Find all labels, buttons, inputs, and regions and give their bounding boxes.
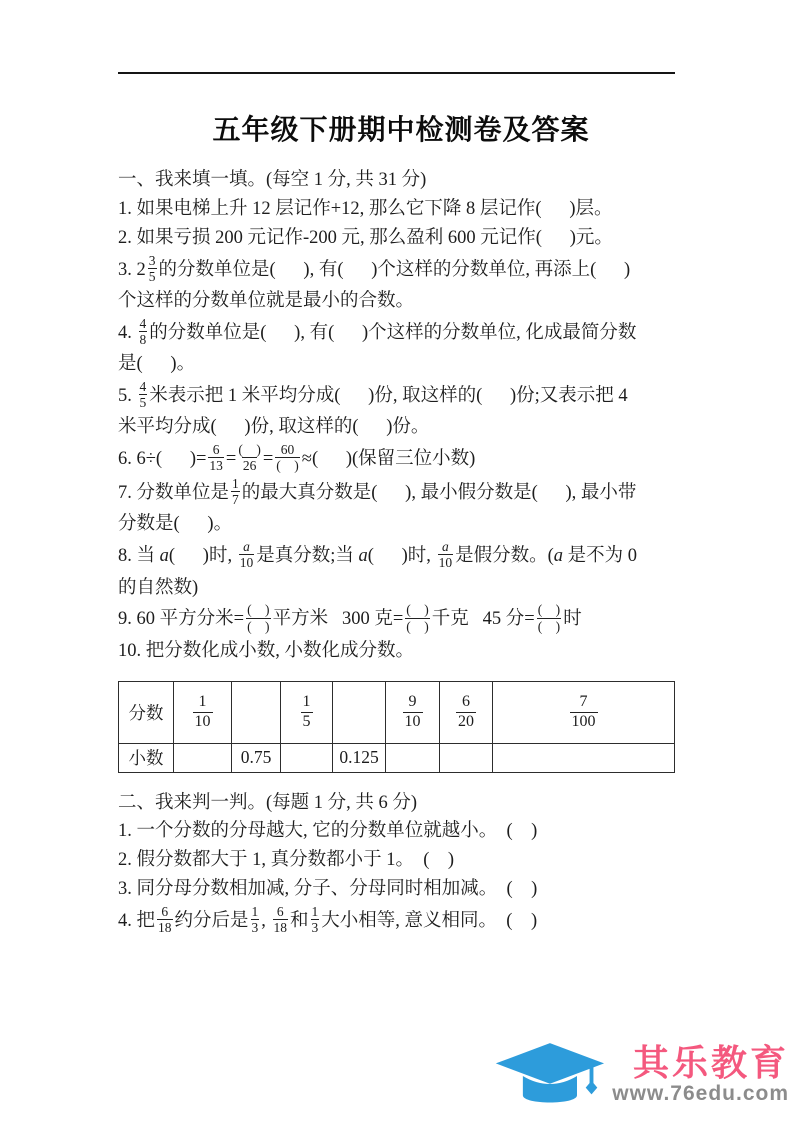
- fill-blank-q6: 6. 6÷( )= $\frac{6}{13}$ = $\frac{( )}{26}$ = $\frac{60}{( )}$ ≈( )(保留三位小数): [118, 442, 476, 474]
- fraction: $\frac{( )}{( )}$: [406, 602, 429, 634]
- table-cell: [281, 681, 333, 743]
- table-cell: [386, 743, 440, 772]
- fill-blank-q2: 2. 如果亏损 200 元记作-200 元, 那么盈利 600 元记作( )元。: [118, 227, 613, 248]
- brand-watermark: [490, 1034, 789, 1116]
- fill-blank-q5: 5. $\frac{4}{5}$ 米表示把 1 米平均分成( )份, 取这样的( )份;又表示把 4: [118, 378, 628, 410]
- fill-blank-q1: 1. 如果电梯上升 12 层记作+12, 那么它下降 8 层记作( )层。: [118, 198, 613, 219]
- fraction: $\frac{1}{3}$: [251, 904, 259, 936]
- fill-blank-q10: 10. 把分数化成小数, 小数化成分数。: [118, 640, 415, 661]
- table-cell: 分数: [119, 681, 174, 743]
- fraction: $\frac{( )}{( )}$: [537, 602, 561, 634]
- table-cell: [174, 743, 232, 772]
- top-rule: [118, 72, 675, 74]
- fraction: $\frac{a}{10}$: [239, 539, 254, 571]
- table-cell: 0.75: [232, 743, 281, 772]
- table-cell: [281, 743, 333, 772]
- fill-blank-q4-cont: 是( )。: [118, 354, 196, 374]
- fraction: $\frac{( )}{26}$: [238, 442, 261, 474]
- brand-name: 其乐教育: [632, 1042, 789, 1084]
- table-cell: [440, 743, 493, 772]
- table-cell: [232, 681, 281, 743]
- table-cell: [440, 681, 493, 743]
- fraction: $\frac{6}{18}$: [158, 904, 172, 936]
- fraction: $\frac{4}{8}$: [139, 315, 147, 347]
- graduation-cap-icon: [490, 1034, 606, 1116]
- judge-q2: 2. 假分数都大于 1, 真分数都小于 1。 ( ): [118, 850, 455, 871]
- fraction: $\frac{6}{18}$: [273, 904, 288, 936]
- fill-blank-q5-cont: 米平均分成( )份, 取这样的( )份。: [118, 417, 430, 438]
- fraction-row: [119, 681, 675, 743]
- fill-blank-q4: 4. $\frac{4}{8}$ 的分数单位是( ), 有( )个这样的分数单位, 化成最简分数: [118, 315, 637, 347]
- fraction: $\frac{1}{3}$: [311, 904, 319, 936]
- fill-blank-q3: 3. 2 $\frac{3}{5}$ 的分数单位是( ), 有( )个这样的分数单位, 再添上( ): [118, 252, 631, 284]
- fraction: $\frac{( )}{( )}$: [247, 602, 270, 634]
- brand-url: www.76edu.com: [612, 1081, 789, 1105]
- judge-q3: 3. 同分母分数相加减, 分子、分母同时相加减。 ( ): [118, 879, 538, 900]
- fill-blank-q3-cont: 个这样的分数单位就是最小的合数。: [118, 290, 415, 311]
- fill-blank-q9: 9. 60 平方分米= $\frac{( )}{( )}$ 平方米 300 克= $\frac{( )}{( )}$ 千克 45 分= $\frac{( )}{( )}$ 时: [118, 602, 582, 634]
- table-cell: [333, 681, 386, 743]
- section2-heading: 二、我来判一判。(每题 1 分, 共 6 分): [118, 792, 418, 813]
- decimal-row: [119, 743, 675, 772]
- fraction: $\frac{a}{10}$: [438, 539, 453, 571]
- table-cell: [174, 681, 232, 743]
- table-cell: [493, 681, 675, 743]
- fraction: $\frac{1}{7}$: [232, 476, 239, 508]
- table-cell: 0.125: [333, 743, 386, 772]
- fill-blank-q7: 7. 分数单位是 $\frac{1}{7}$ 的最大真分数是( ), 最小假分数是( ), 最小带: [118, 476, 637, 508]
- fill-blank-q8: 8. 当 a( )时, $\frac{a}{10}$ 是真分数;当 a( )时, $\frac{a}{10}$ 是假分数。(a 是不为 0: [118, 539, 637, 571]
- fraction: $\frac{6}{20}$: [458, 693, 474, 730]
- fraction-decimal-conversion-table: [118, 681, 675, 773]
- section1-heading: 一、我来填一填。(每空 1 分, 共 31 分): [118, 170, 427, 190]
- fraction: $\frac{3}{5}$: [148, 252, 156, 284]
- fill-blank-q7-cont: 分数是( )。: [118, 514, 233, 535]
- judge-q1: 1. 一个分数的分母越大, 它的分数单位就越小。 ( ): [118, 821, 538, 842]
- fraction: $\frac{1}{10}$: [194, 693, 211, 730]
- brand-text-block: [612, 1044, 789, 1106]
- judge-q4: 4. 把 $\frac{6}{18}$ 约分后是 $\frac{1}{3}$ , $\frac{6}{18}$ 和 $\frac{1}{3}$ 大小相等, 意义相同。 ( ): [118, 904, 538, 936]
- table-cell: 小数: [119, 743, 174, 772]
- fill-blank-q8-cont: 的自然数): [118, 577, 199, 598]
- fraction: $\frac{4}{5}$: [139, 378, 147, 410]
- fraction: $\frac{9}{10}$: [404, 693, 421, 730]
- fraction: $\frac{60}{( )}$: [276, 442, 299, 474]
- fraction: $\frac{1}{5}$: [302, 693, 311, 730]
- table-cell: [386, 681, 440, 743]
- fraction: $\frac{6}{13}$: [209, 442, 223, 474]
- fraction: $\frac{7}{100}$: [571, 693, 596, 730]
- page-title: 五年级下册期中检测卷及答案: [212, 114, 590, 145]
- paper-content: [118, 92, 684, 940]
- table-cell: [493, 743, 675, 772]
